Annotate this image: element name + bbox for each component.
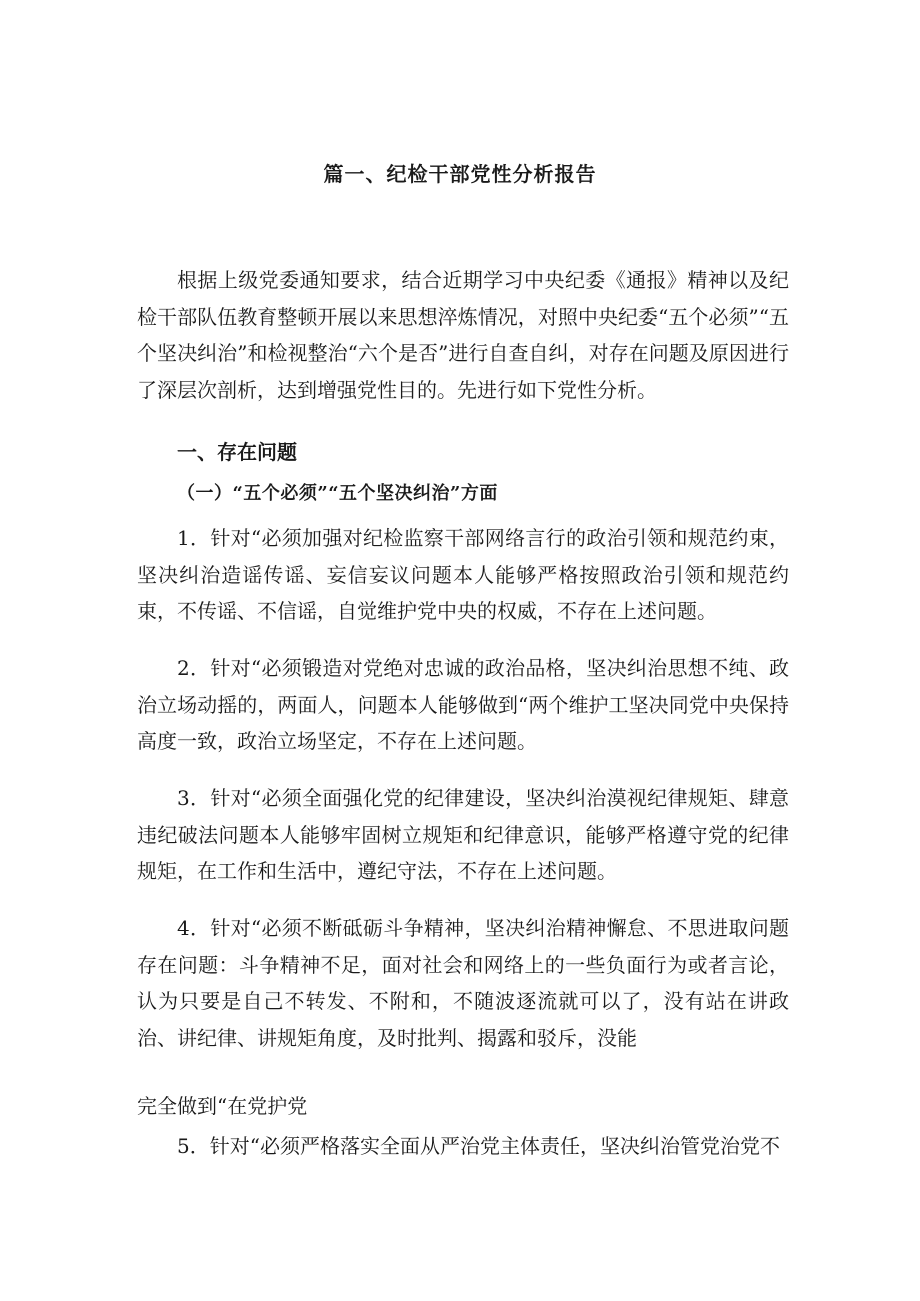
item-paragraph-1: 1．针对“必须加强对纪检监察干部网络言行的政治引领和规范约束，坚决纠治造谣传谣、妄信妄议问题本人能够严格按照政治引领和规范约束，不传谣、不信谣，自觉维护党中央的权威，不存在上述问题。 xyxy=(137,526,789,623)
item-paragraph-2: 2．针对“必须锻造对党绝对忠诚的政治品格，坚决纠治思想不纯、政治立场动摇的，两面人，问题本人能够做到“两个维护工坚决同党中央保持高度一致，政治立场坚定，不存在上述问题。 xyxy=(137,656,789,753)
item-paragraph-4-continuation: 完全做到“在党护党 xyxy=(137,1094,308,1118)
item-paragraph-5: 5．针对“必须严格落实全面从严治党主体责任，坚决纠治管党治党不 xyxy=(177,1134,780,1158)
section-heading-problems: 一、存在问题 xyxy=(177,440,297,464)
item-paragraph-3: 3．针对“必须全面强化党的纪律建设，坚决纠治漠视纪律规矩、肆意违纪破法问题本人能够牢固树立规矩和纪律意识，能够严格遵守党的纪律规矩，在工作和生活中，遵纪守法，不存在上述问题。 xyxy=(137,786,789,883)
intro-paragraph: 根据上级党委通知要求，结合近期学习中央纪委《通报》精神以及纪检干部队伍教育整顿开展以来思想淬炼情况，对照中央纪委“五个必须”“五个坚决纠治”和检视整治“六个是否”进行自查自纠，对存在问题及原因进行了深层次剖析，达到增强党性目的。先进行如下党性分析。 xyxy=(137,268,789,402)
document-title: 篇一、纪检干部党性分析报告 xyxy=(323,162,597,186)
subsection-heading-five-musts: （一）“五个必须”“五个坚决纠治”方面 xyxy=(177,483,498,504)
item-paragraph-4: 4．针对“必须不断砥砺斗争精神，坚决纠治精神懈怠、不思进取问题存在问题：斗争精神不足，面对社会和网络上的一些负面行为或者言论，认为只要是自己不转发、不附和，不随波逐流就可以了，没有站在讲政治、讲纪律、讲规矩角度，及时批判、揭露和驳斥，没能 xyxy=(137,916,789,1050)
